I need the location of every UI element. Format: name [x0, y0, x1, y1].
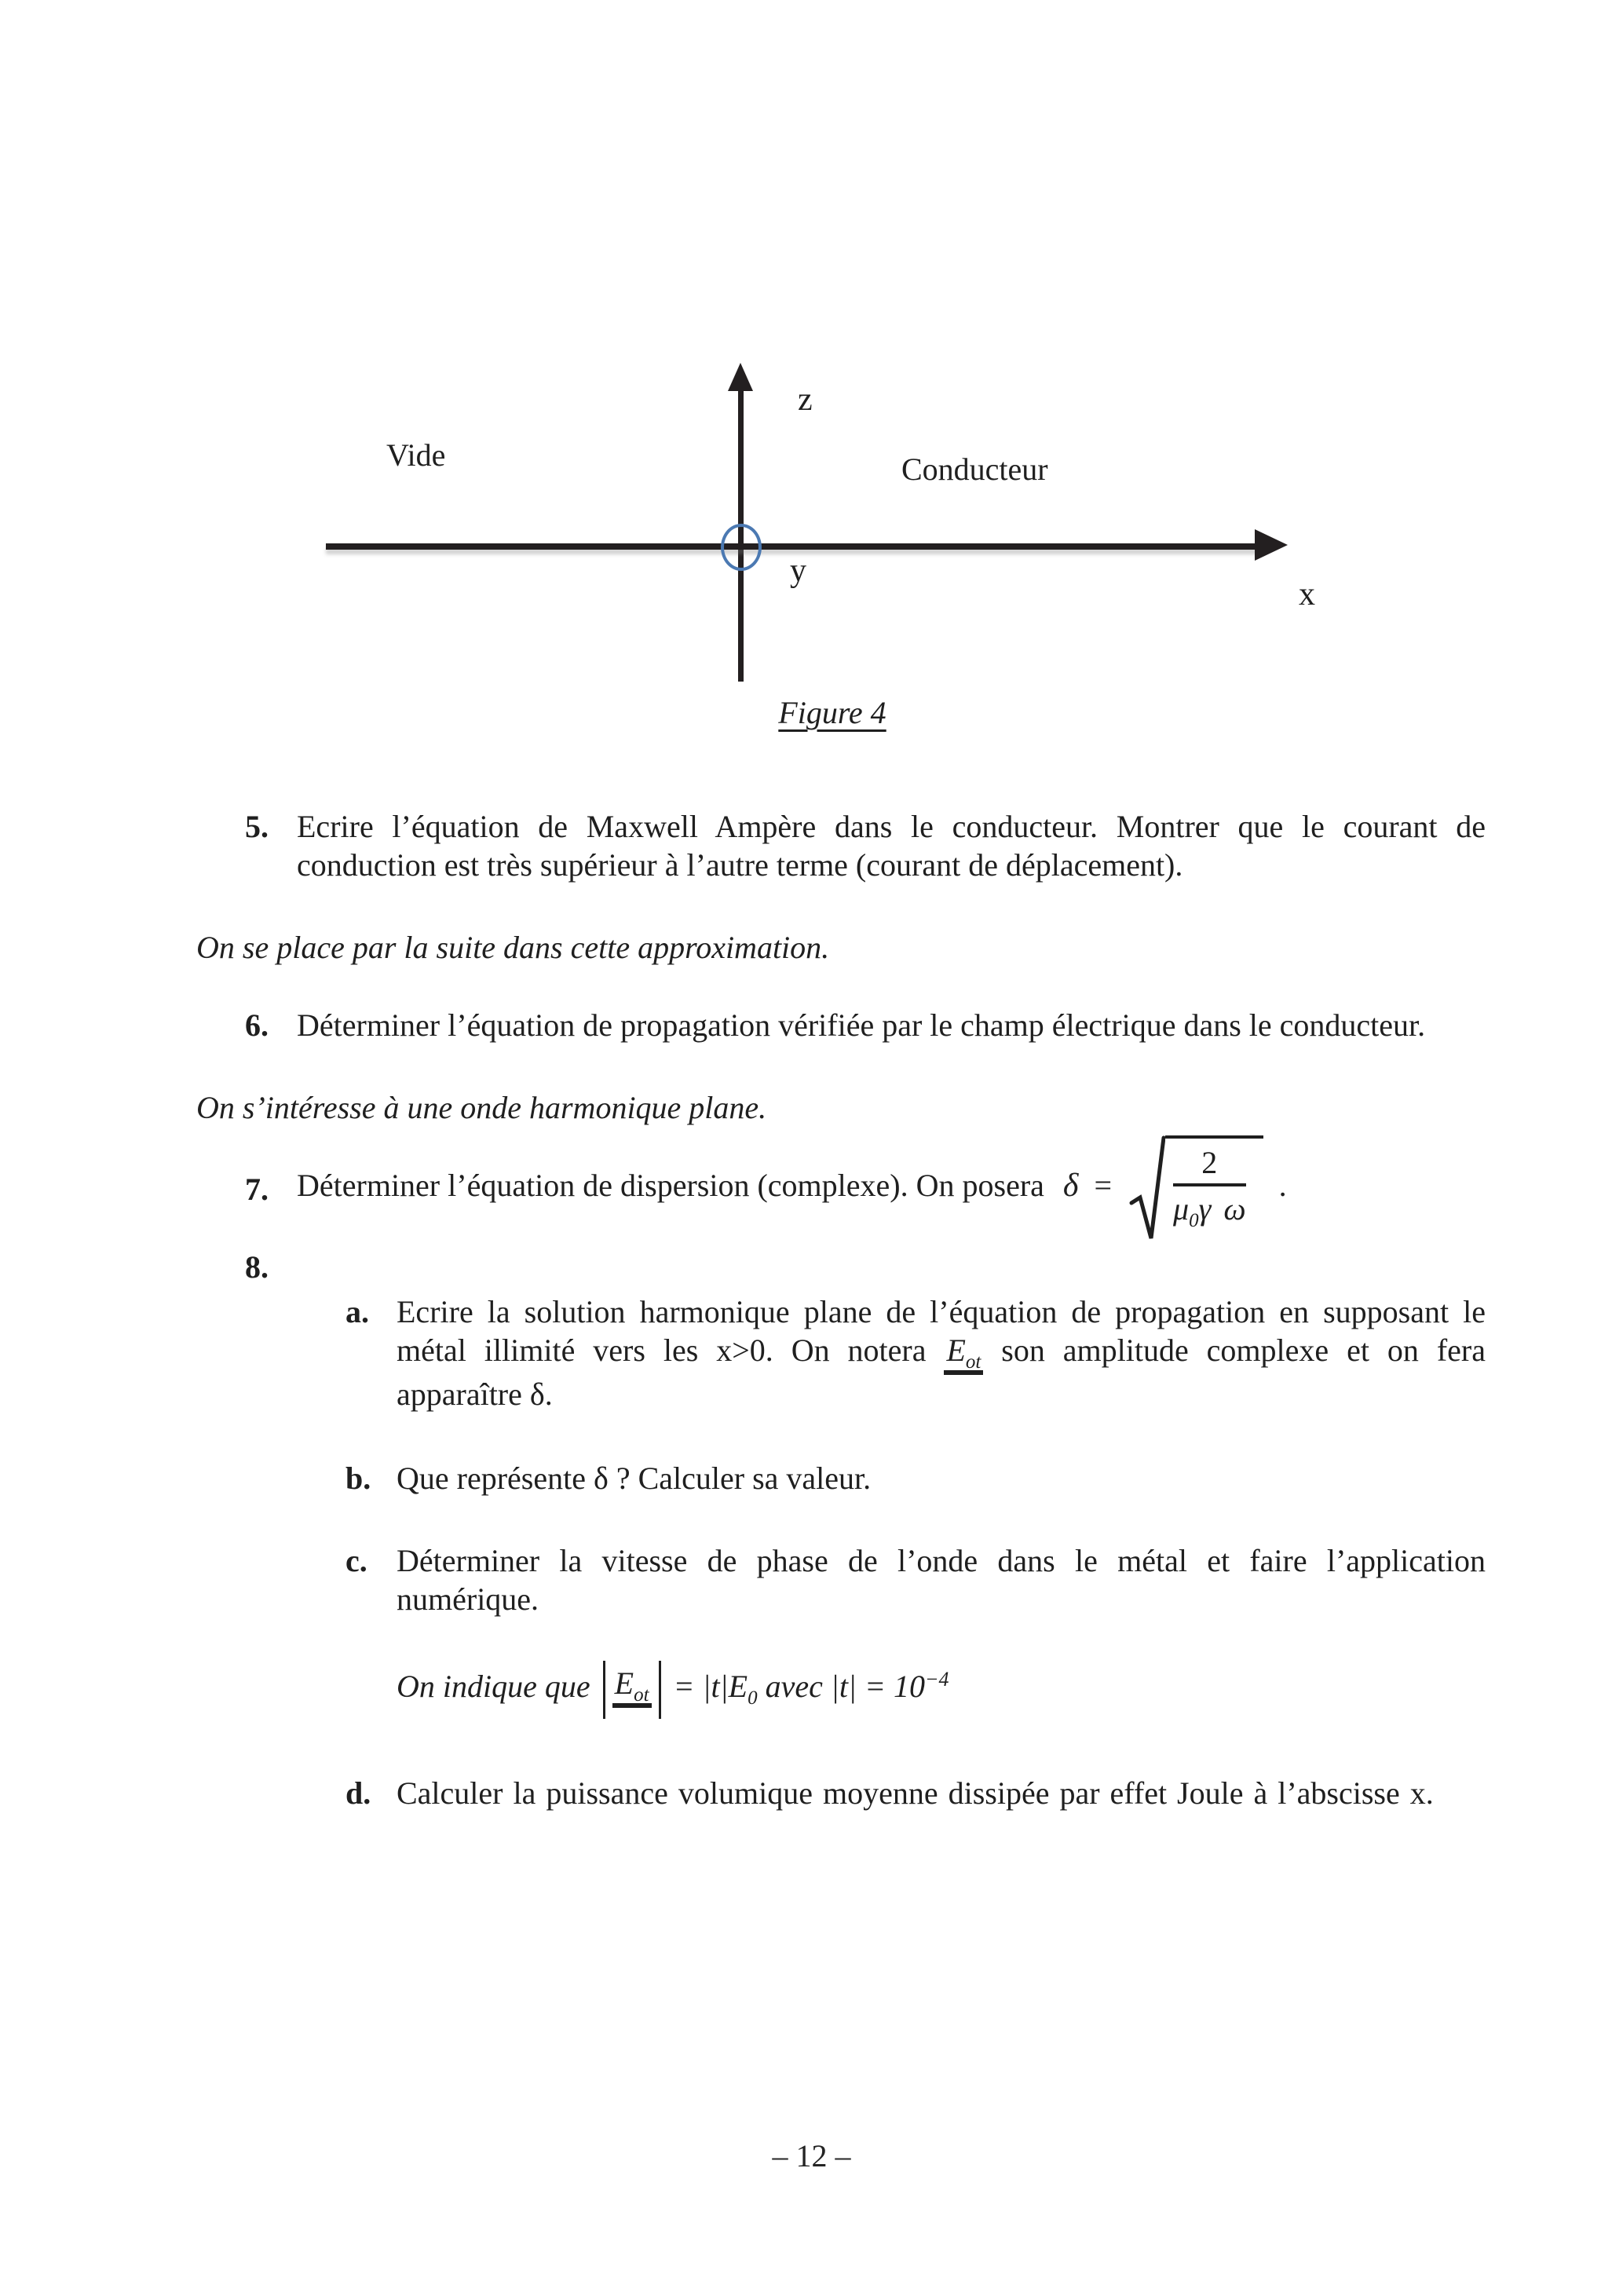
equals-sign: = [1094, 1168, 1112, 1204]
question-5 [245, 807, 1486, 884]
question-5-number: 5. [245, 809, 269, 844]
question-8 [245, 1248, 1486, 1286]
question-8-number: 8. [245, 1249, 269, 1285]
sub-item-a-number: a. [345, 1294, 369, 1329]
E-subscript: ot [634, 1684, 649, 1706]
formula-period: . [1278, 1168, 1287, 1204]
fraction-numerator: 2 [1201, 1145, 1218, 1180]
E0-symbol [728, 1669, 758, 1709]
x-axis-arrowhead-icon [1255, 529, 1288, 561]
questions-block [196, 807, 1486, 1812]
fraction-denominator [1173, 1190, 1246, 1229]
equals-sign: = [856, 1669, 894, 1705]
power-exponent: −4 [924, 1667, 949, 1691]
radicand [1165, 1135, 1263, 1229]
figure-4 [0, 0, 1623, 777]
sub-item-a-seg1: Ecrire la solution harmonique plane de l’équation de propagation en supposant le métal illimité vers les x>0. On notera [397, 1294, 1486, 1368]
omega-symbol: ω [1223, 1191, 1246, 1227]
E-subscript: ot [965, 1351, 981, 1373]
t-modulus: |t| [830, 1669, 857, 1705]
question-6-text: Déterminer l’équation de propagation vérifiée par le champ électrique dans le conducteur. [297, 1007, 1426, 1043]
question-5-text: Ecrire l’équation de Maxwell Ampère dans le conducteur. Montrer que le courant de conduction est très supérieur à l’autre terme (courant de déplacement). [297, 809, 1486, 883]
radical-sign-icon [1129, 1134, 1165, 1244]
complex-amplitude-symbol [944, 1334, 983, 1375]
sub-item-d-number: d. [345, 1775, 371, 1811]
question-7-text [297, 1134, 1486, 1244]
question-7-number: 7. [245, 1171, 269, 1207]
note-approximation: On se place par la suite dans cette approximation. [196, 930, 830, 965]
question-6-number: 6. [245, 1007, 269, 1043]
E-symbol: E [946, 1333, 966, 1368]
question-8-text [297, 1248, 1486, 1286]
question-7-lead: Déterminer l’équation de dispersion (complexe). On posera [297, 1168, 1044, 1204]
indication-line [397, 1661, 1486, 1719]
origin-circle-icon [721, 524, 762, 571]
sub-item-c [345, 1541, 1486, 1618]
region-label-vide: Vide [386, 437, 446, 473]
indication-lead: On indique que [397, 1669, 590, 1705]
sub-item-b-number: b. [345, 1461, 371, 1496]
E0-subscript: 0 [748, 1687, 758, 1709]
gamma-symbol: γ [1198, 1191, 1212, 1227]
sub-item-c-text: Déterminer la vitesse de phase de l’onde dans le métal et faire l’application numérique. [397, 1543, 1486, 1617]
sub-item-a [345, 1292, 1486, 1413]
axis-label-y: y [790, 553, 806, 589]
question-7 [245, 1133, 1486, 1245]
square-root [1129, 1134, 1263, 1244]
sub-item-a-text [397, 1292, 1486, 1413]
sub-item-b [345, 1459, 1486, 1497]
fraction-bar [1173, 1183, 1246, 1186]
mu-subscript: 0 [1189, 1210, 1199, 1231]
sub-item-b-text: Que représente δ ? Calculer sa valeur. [397, 1461, 872, 1496]
E-symbol: E [728, 1669, 748, 1705]
note-harmonic-wave: On s’intéresse à une onde harmonique plane. [196, 1090, 767, 1125]
E-symbol: E [614, 1665, 634, 1701]
region-label-conducteur: Conducteur [901, 452, 1048, 487]
mu-symbol: μ [1173, 1191, 1190, 1227]
z-axis-arrowhead-icon [728, 363, 753, 391]
power-base: 10 [893, 1669, 925, 1705]
figure-caption: Figure 4 [778, 695, 886, 730]
equals-sign: = [665, 1669, 703, 1705]
question-6 [245, 1006, 1486, 1044]
avec-text: avec [757, 1669, 831, 1705]
axis-label-z: z [798, 382, 813, 418]
absolute-value-bars [603, 1661, 661, 1719]
sub-item-d [345, 1774, 1486, 1812]
t-modulus: |t| [702, 1669, 729, 1705]
axis-label-x: x [1299, 576, 1315, 612]
sub-item-c-number: c. [345, 1543, 367, 1578]
sub-item-d-text: Calculer la puissance volumique moyenne dissipée par effet Joule à l’abscisse x. [397, 1775, 1434, 1811]
delta-symbol: δ [1062, 1168, 1079, 1205]
dispersion-formula [1052, 1145, 1287, 1231]
sub-item-a-seg2: son amplitude complexe et on fera apparaître δ. [397, 1333, 1486, 1412]
complex-amplitude-symbol [612, 1667, 652, 1708]
x-axis-line [326, 543, 1262, 550]
page-number: – 12 – [772, 2138, 851, 2174]
fraction [1173, 1144, 1246, 1229]
